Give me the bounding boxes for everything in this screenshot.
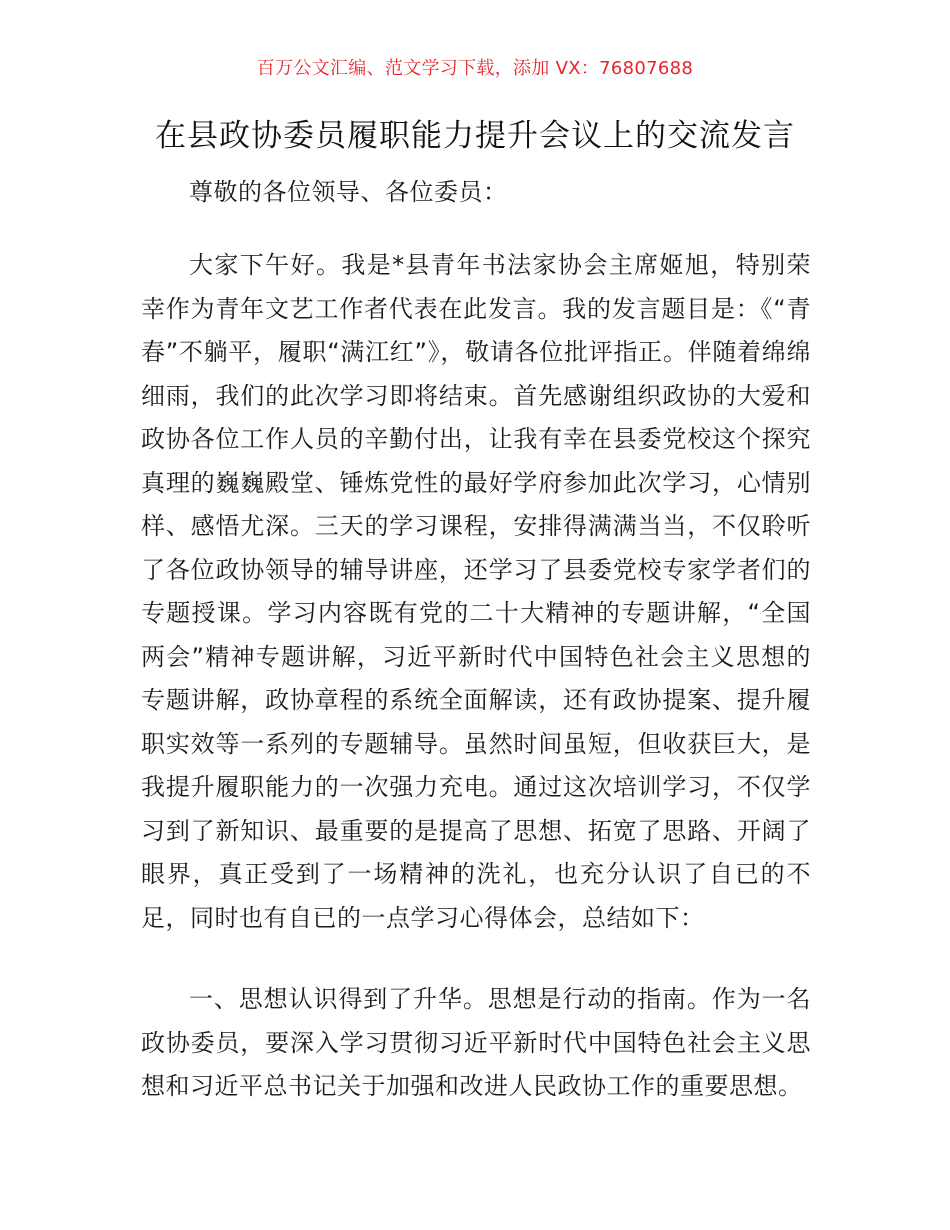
header-banner: 百万公文汇编、范文学习下载，添加 VX：76807688: [256, 58, 694, 79]
paragraph-intro: 大家下午好。我是*县青年书法家协会主席姬旭，特别荣幸作为青年文艺工作者代表在此发言。我的发言题目是：《“青春”不躺平，履职“满江红”》，敬请各位批评指正。伴随着绵绵细雨，我们的此次学习即将结束。首先感谢组织政协的大爱和政协各位工作人员的辛勤付出，让我有幸在县委党校这个探究真理的巍巍殿堂、锤炼党性的最好学府参加此次学习，心情别样、感悟尤深。三天的学习课程，安排得满满当当，不仅聆听了各位政协领导的辅导讲座，还学习了县委党校专家学者们的专题授课。学习内容既有党的二十大精神的专题讲解，“全国两会”精神专题讲解，习近平新时代中国特色社会主义思想的专题讲解，政协章程的系统全面解读，还有政协提案、提升履职实效等一系列的专题辅导。虽然时间虽短，但收获巨大，是我提升履职能力的一次强力充电。通过这次培训学习，不仅学习到了新知识、最重要的是提高了思想、拓宽了思路、开阔了眼界，真正受到了一场精神的洗礼，也充分认识了自已的不足，同时也有自已的一点学习心得体会，总结如下：: [141, 251, 811, 932]
paragraph-section-one: 一、思想认识得到了升华。思想是行动的指南。作为一名政协委员，要深入学习贯彻习近平新时代中国特色社会主义思想和习近平总书记关于加强和改进人民政协工作的重要思想。: [141, 985, 811, 1100]
document-title: 在县政协委员履职能力提升会议上的交流发言: [155, 118, 795, 154]
salutation: 尊敬的各位领导、各位委员：: [189, 178, 508, 206]
